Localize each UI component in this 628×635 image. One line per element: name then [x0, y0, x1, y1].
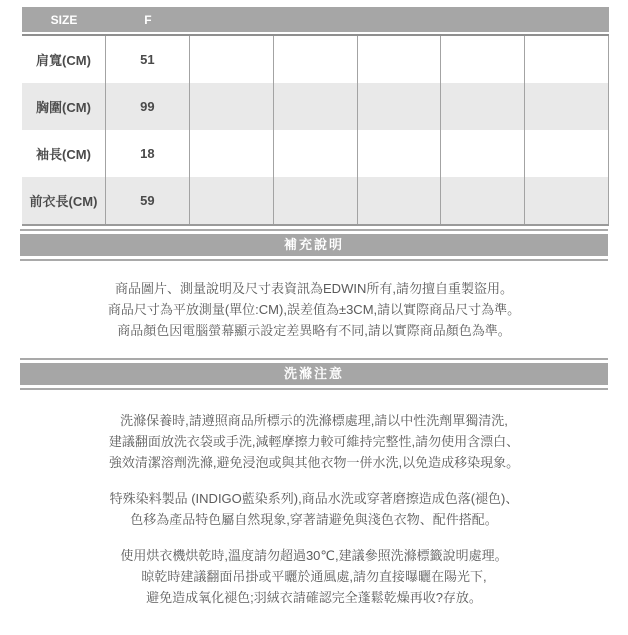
cell [525, 177, 609, 224]
table-row [22, 36, 609, 83]
cell [190, 36, 274, 83]
cell [190, 130, 274, 177]
cell [274, 36, 358, 83]
text-line: 商品顏色因電腦螢幕顯示設定差異略有不同,請以實際商品顏色為準。 [117, 323, 511, 338]
row-label: 前衣長(CM) [22, 177, 106, 224]
cell [274, 83, 358, 130]
cell [525, 36, 609, 83]
text-line: 特殊染料製品 (INDIGO藍染系列),商品水洗或穿著磨擦造成色落(褪色)、 [109, 491, 519, 506]
supplement-banner-title: 補充說明 [20, 234, 608, 256]
size-table-body [22, 36, 609, 226]
washing-banner [20, 358, 608, 390]
washing-banner-title: 洗滌注意 [20, 363, 608, 385]
cell [274, 177, 358, 224]
cell: 51 [106, 36, 190, 83]
text-line: 避免造成氧化褪色;羽絨衣請確認完全蓬鬆乾燥再收?存放。 [146, 590, 482, 605]
text-line: 建議翻面放洗衣袋或手洗,減輕摩擦力較可維持完整性,請勿使用含漂白、 [108, 434, 520, 449]
cell [190, 83, 274, 130]
cell [441, 177, 525, 224]
cell [358, 36, 442, 83]
cell [190, 177, 274, 224]
cell [358, 130, 442, 177]
table-row [22, 130, 609, 177]
size-table [22, 7, 609, 226]
cell [525, 130, 609, 177]
washing-text [0, 410, 628, 608]
row-label: 袖長(CM) [22, 130, 106, 177]
cell: 18 [106, 130, 190, 177]
row-label: 肩寬(CM) [22, 36, 106, 83]
cell [441, 130, 525, 177]
cell [274, 130, 358, 177]
cell [441, 83, 525, 130]
supplement-text [0, 278, 628, 341]
size-table-header-row [22, 7, 609, 32]
supplement-banner [20, 229, 608, 261]
size-table-header-cell: SIZE [50, 12, 78, 27]
size-table-header-cell: F [144, 12, 152, 27]
text-line: 使用烘衣機烘乾時,溫度請勿超過30℃,建議參照洗滌標籤說明處理。 [120, 548, 508, 563]
cell: 59 [106, 177, 190, 224]
table-row [22, 83, 609, 130]
text-line: 商品尺寸為平放測量(單位:CM),誤差值為±3CM,請以實際商品尺寸為準。 [107, 302, 521, 317]
text-line: 晾乾時建議翻面吊掛或平曬於通風處,請勿直接曝曬在陽光下, [141, 569, 487, 584]
washing-paragraph [0, 545, 628, 608]
cell [358, 177, 442, 224]
washing-paragraph [0, 488, 628, 530]
text-line: 色移為產品特色屬自然現象,穿著請避免與淺色衣物、配件搭配。 [130, 512, 498, 527]
cell [441, 36, 525, 83]
table-row [22, 177, 609, 224]
text-line: 強效清潔溶劑洗滌,避免浸泡或與其他衣物一併水洗,以免造成移染現象。 [108, 455, 520, 470]
cell [358, 83, 442, 130]
supplement-paragraph [0, 278, 628, 341]
cell [525, 83, 609, 130]
text-line: 洗滌保養時,請遵照商品所標示的洗滌標處理,請以中性洗劑單獨清洗, [120, 413, 508, 428]
row-label: 胸圍(CM) [22, 83, 106, 130]
cell: 99 [106, 83, 190, 130]
page [0, 7, 628, 608]
text-line: 商品圖片、測量說明及尺寸表資訊為EDWIN所有,請勿擅自重製盜用。 [115, 281, 513, 296]
washing-paragraph [0, 410, 628, 473]
